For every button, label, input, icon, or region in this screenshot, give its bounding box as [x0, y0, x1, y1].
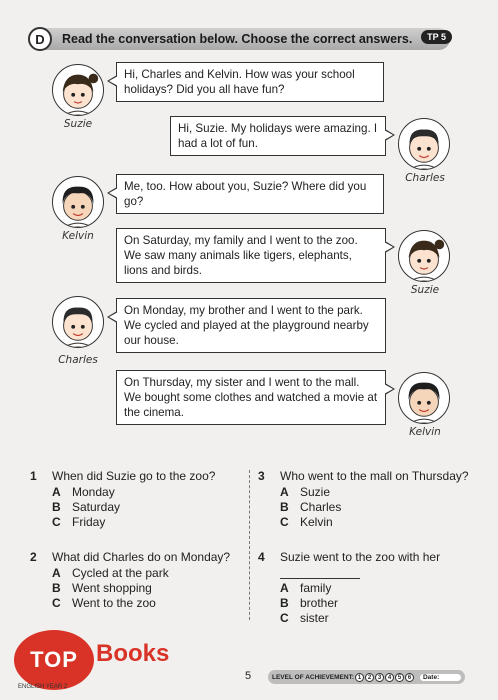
- question-1: [30, 469, 240, 539]
- bubble-text: On Monday, my brother and I went to the park. We cycled and played at the playground nearby our house.: [124, 304, 369, 347]
- suzie-avatar: [52, 64, 104, 116]
- speech-bubble: [116, 62, 384, 102]
- level-4[interactable]: 4: [385, 673, 394, 682]
- logo-subtitle: ENGLISH YEAR 2: [18, 684, 68, 690]
- option-b[interactable]: B Went shopping: [52, 581, 152, 595]
- bubble-text: Me, too. How about you, Suzie? Where did you go?: [124, 180, 367, 208]
- section-header: [30, 28, 450, 50]
- instruction-text: Read the conversation below. Choose the correct answers.: [62, 32, 413, 46]
- speech-bubble: [116, 228, 386, 283]
- topbooks-logo: TOP: [14, 630, 94, 690]
- suzie-avatar: [398, 230, 450, 282]
- option-c[interactable]: C Kelvin: [280, 515, 333, 529]
- question-4: [258, 550, 478, 630]
- option-c[interactable]: C Went to the zoo: [52, 596, 156, 610]
- level-1[interactable]: 1: [355, 673, 364, 682]
- section-letter: D: [28, 27, 52, 51]
- question-2: [30, 550, 240, 620]
- question-number: 4: [258, 550, 265, 564]
- question-number: 1: [30, 469, 37, 483]
- option-b[interactable]: B Charles: [280, 500, 342, 514]
- option-c[interactable]: C sister: [280, 611, 329, 625]
- level-5[interactable]: 5: [395, 673, 404, 682]
- question-text: Who went to the mall on Thursday?: [280, 469, 469, 483]
- question-text: When did Suzie go to the zoo?: [52, 469, 216, 483]
- bubble-text: Hi, Suzie. My holidays were amazing. I had a lot of fun.: [178, 122, 378, 150]
- level-3[interactable]: 3: [375, 673, 384, 682]
- bubble-text: Hi, Charles and Kelvin. How was your school holidays? Did you all have fun?: [124, 68, 355, 96]
- option-b[interactable]: B brother: [280, 596, 339, 610]
- charles-name-label: Charles: [58, 354, 98, 366]
- question-number: 2: [30, 550, 37, 564]
- charles-avatar: [398, 118, 450, 170]
- kelvin-avatar: [52, 176, 104, 228]
- charles-name-label: Charles: [405, 172, 445, 184]
- question-number: 3: [258, 469, 265, 483]
- date-field[interactable]: Date:: [420, 674, 461, 681]
- speech-bubble: [170, 116, 386, 156]
- suzie-name-label: Suzie: [63, 118, 93, 130]
- achievement-bar: [268, 670, 465, 684]
- column-divider: [249, 470, 250, 620]
- option-a[interactable]: A Monday: [52, 485, 115, 499]
- speech-bubble: [116, 174, 384, 214]
- option-a[interactable]: A Cycled at the park: [52, 566, 169, 580]
- page-number: 5: [245, 670, 252, 682]
- bubble-text: On Thursday, my sister and I went to the mall. We bought some clothes and watched a movie at the cinema.: [124, 376, 378, 419]
- speech-bubble: [116, 370, 386, 425]
- question-text: Suzie went to the zoo with her: [280, 550, 441, 564]
- brand-name: Books: [96, 640, 170, 667]
- level-6[interactable]: 6: [405, 673, 414, 682]
- option-b[interactable]: B Saturday: [52, 500, 121, 514]
- tip-badge: TP 5: [421, 30, 452, 44]
- option-a[interactable]: A Suzie: [280, 485, 331, 499]
- charles-avatar: [52, 296, 104, 348]
- option-c[interactable]: C Friday: [52, 515, 106, 529]
- question-3: [258, 469, 478, 539]
- answer-blank[interactable]: [280, 564, 360, 579]
- question-text: What did Charles do on Monday?: [52, 550, 231, 564]
- level-2[interactable]: 2: [365, 673, 374, 682]
- kelvin-name-label: Kelvin: [62, 230, 94, 242]
- speech-bubble: [116, 298, 386, 353]
- kelvin-name-label: Kelvin: [409, 426, 441, 438]
- kelvin-avatar: [398, 372, 450, 424]
- bubble-text: On Saturday, my family and I went to the zoo. We saw many animals like tigers, elephants, lions and birds.: [124, 234, 358, 277]
- suzie-name-label: Suzie: [410, 284, 440, 296]
- achievement-label: LEVEL OF ACHIEVEMENT:: [272, 673, 354, 681]
- option-a[interactable]: A family: [280, 581, 332, 595]
